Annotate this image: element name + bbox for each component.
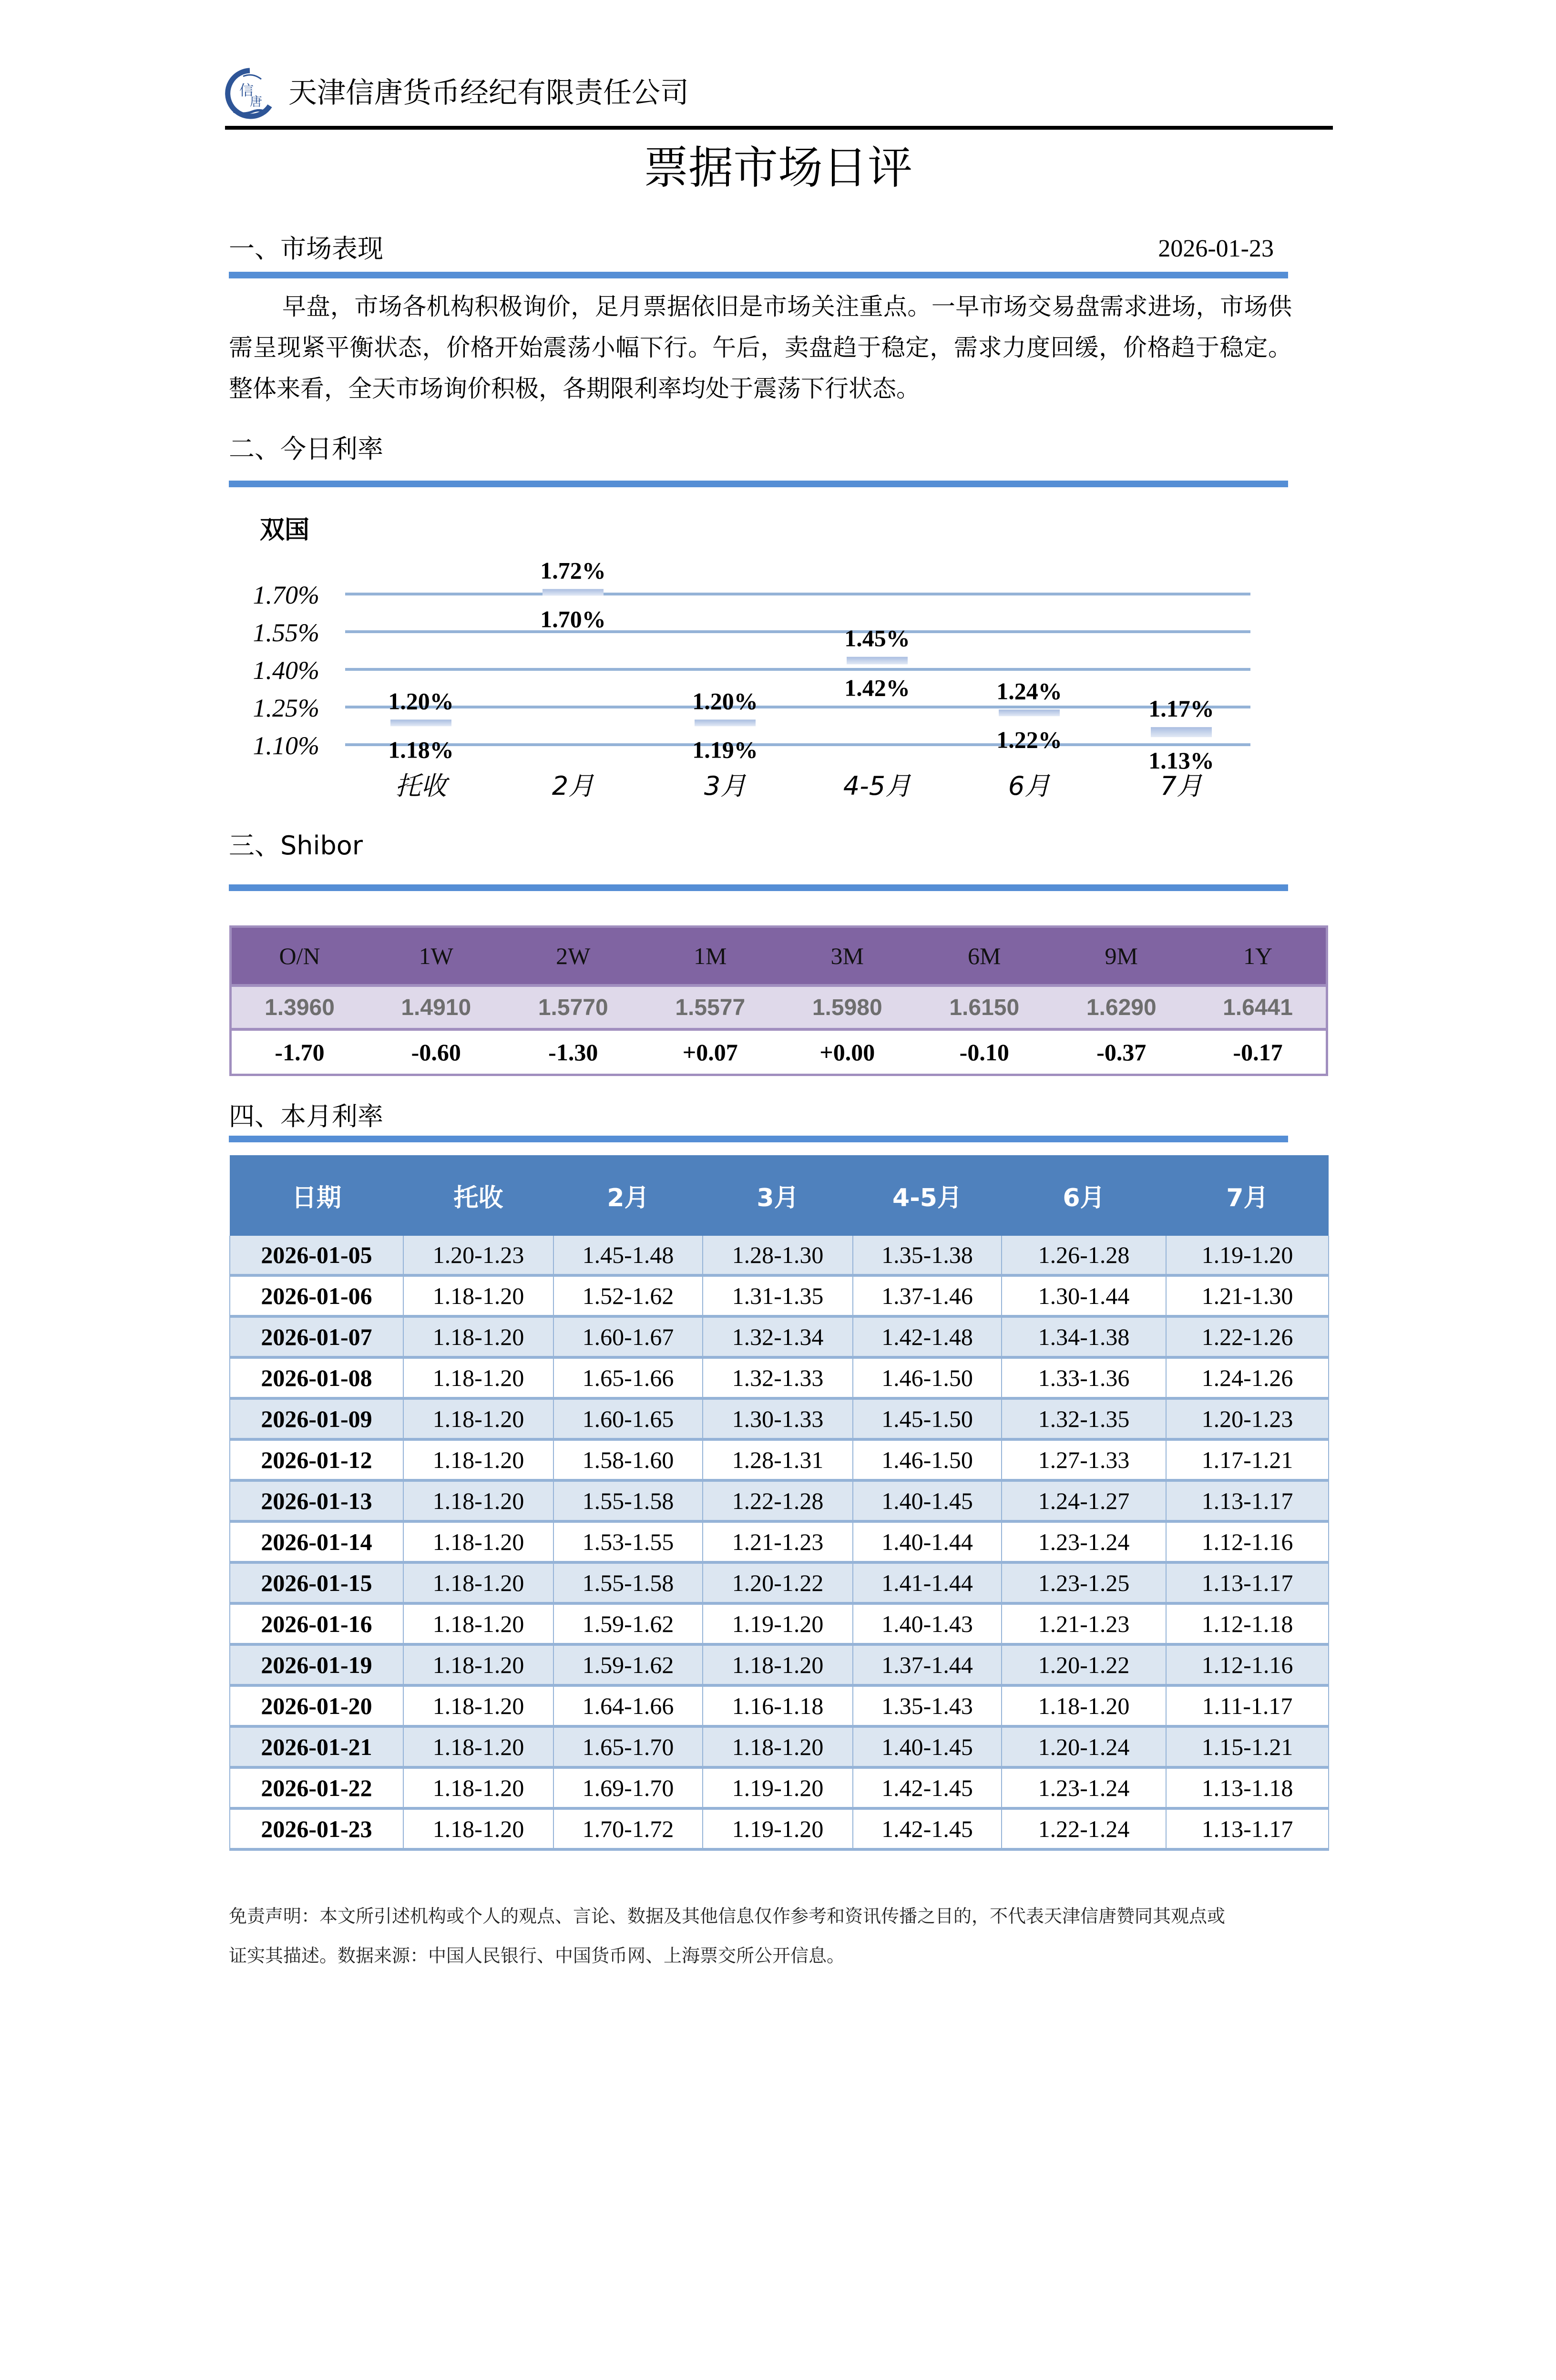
column-header: 托收 [403, 1155, 553, 1236]
shibor-table [229, 925, 1328, 1076]
shibor-tenor-header: 1M [642, 927, 779, 986]
x-axis-categories [395, 771, 1203, 801]
y-tick-label: 1.40% [253, 656, 319, 685]
shibor-rate-change: +0.07 [642, 1029, 779, 1075]
data-labels [388, 557, 1214, 774]
table-row [230, 1767, 1329, 1808]
table-row [230, 1480, 1329, 1521]
market-commentary [229, 286, 1292, 409]
shibor-rate-change: -0.37 [1053, 1029, 1190, 1075]
rate-range-cell: 1.18-1.20 [703, 1644, 853, 1685]
row-date: 2026-01-12 [230, 1439, 403, 1480]
range-bar [695, 719, 756, 726]
section-divider [229, 481, 1288, 487]
rate-range-cell: 1.20-1.22 [1002, 1644, 1166, 1685]
low-value-label: 1.13% [1148, 747, 1214, 774]
low-value-label: 1.42% [844, 674, 910, 701]
row-date: 2026-01-22 [230, 1767, 403, 1808]
shibor-rate-change: -0.10 [916, 1029, 1053, 1075]
rate-range-cell: 1.18-1.20 [403, 1603, 553, 1644]
row-date: 2026-01-14 [230, 1521, 403, 1562]
svg-text:唐: 唐 [250, 95, 263, 109]
shibor-values-row [231, 985, 1327, 1029]
rate-range-cell: 1.18-1.20 [403, 1644, 553, 1685]
column-header: 日期 [230, 1155, 403, 1236]
high-value-label: 1.72% [540, 557, 606, 584]
low-value-label: 1.18% [388, 736, 454, 763]
gridlines [345, 594, 1250, 745]
range-bar [390, 719, 451, 726]
rate-range-cell: 1.32-1.35 [1002, 1398, 1166, 1439]
section-title-monthly: 四、本月利率 [229, 1101, 383, 1131]
range-bar [847, 657, 908, 665]
row-date: 2026-01-15 [230, 1562, 403, 1603]
row-date: 2026-01-08 [230, 1357, 403, 1398]
row-date: 2026-01-21 [230, 1726, 403, 1767]
rate-range-cell: 1.18-1.20 [703, 1726, 853, 1767]
rate-range-cell: 1.13-1.17 [1166, 1808, 1329, 1849]
shibor-changes-row [231, 1029, 1327, 1075]
rate-range-cell: 1.19-1.20 [1166, 1236, 1329, 1275]
rate-range-cell: 1.69-1.70 [553, 1767, 703, 1808]
rate-range-cell: 1.32-1.33 [703, 1357, 853, 1398]
table-row [230, 1398, 1329, 1439]
market-paragraph: 早盘，市场各机构积极询价，足月票据依旧是市场关注重点。一早市场交易盘需求进场，市场供需呈现紧平衡状态，价格开始震荡小幅下行。午后，卖盘趋于稳定，需求力度回缓，价格趋于稳定。整体来看，全天市场询价积极，各期限利率均处于震荡下行状态。 [229, 293, 1292, 402]
chart-title: 双国 [260, 516, 310, 544]
rate-range-cell: 1.46-1.50 [853, 1439, 1002, 1480]
company-name: 天津信唐货币经纪有限责任公司 [288, 76, 689, 110]
rate-range-cell: 1.12-1.16 [1166, 1521, 1329, 1562]
rate-range-cell: 1.13-1.17 [1166, 1480, 1329, 1521]
rate-range-cell: 1.60-1.67 [553, 1316, 703, 1357]
x-category-label: 4-5月 [843, 771, 911, 801]
rate-range-cell: 1.45-1.48 [553, 1236, 703, 1275]
rate-range-cell: 1.40-1.45 [853, 1726, 1002, 1767]
row-date: 2026-01-19 [230, 1644, 403, 1685]
rate-range-cell: 1.55-1.58 [553, 1480, 703, 1521]
rate-range-cell: 1.58-1.60 [553, 1439, 703, 1480]
rate-range-cell: 1.18-1.20 [403, 1685, 553, 1726]
y-tick-label: 1.25% [253, 694, 319, 722]
shibor-tenor-header: 1Y [1190, 927, 1327, 986]
shibor-header-row [231, 927, 1327, 986]
row-date: 2026-01-13 [230, 1480, 403, 1521]
rate-range-cell: 1.42-1.45 [853, 1767, 1002, 1808]
column-header: 6月 [1002, 1155, 1166, 1236]
shibor-rate-change: +0.00 [779, 1029, 916, 1075]
high-value-label: 1.45% [844, 625, 910, 652]
rate-range-cell: 1.27-1.33 [1002, 1439, 1166, 1480]
row-date: 2026-01-16 [230, 1603, 403, 1644]
rate-range-cell: 1.18-1.20 [403, 1275, 553, 1316]
shibor-tenor-header: 1W [368, 927, 505, 986]
table-row [230, 1275, 1329, 1316]
high-value-label: 1.20% [692, 687, 758, 715]
rate-range-cell: 1.59-1.62 [553, 1603, 703, 1644]
rate-range-cell: 1.18-1.20 [403, 1316, 553, 1357]
rate-range-cell: 1.24-1.27 [1002, 1480, 1166, 1521]
rate-range-cell: 1.18-1.20 [403, 1398, 553, 1439]
rate-range-cell: 1.18-1.20 [403, 1521, 553, 1562]
row-date: 2026-01-07 [230, 1316, 403, 1357]
rate-range-cell: 1.23-1.24 [1002, 1767, 1166, 1808]
high-value-label: 1.17% [1148, 695, 1214, 722]
column-header: 4-5月 [853, 1155, 1002, 1236]
rate-range-cell: 1.17-1.21 [1166, 1439, 1329, 1480]
low-value-label: 1.22% [996, 726, 1062, 753]
rate-range-cell: 1.35-1.38 [853, 1236, 1002, 1275]
rate-range-cell: 1.40-1.45 [853, 1480, 1002, 1521]
shibor-rate-value: 1.5770 [505, 985, 642, 1029]
rate-range-cell: 1.26-1.28 [1002, 1236, 1166, 1275]
disclaimer-line-1: 免责声明：本文所引述机构或个人的观点、言论、数据及其他信息仅作参考和资讯传播之目的，不代表天津信唐赞同其观点或 [229, 1906, 1226, 1927]
rate-range-cell: 1.28-1.30 [703, 1236, 853, 1275]
rate-range-cell: 1.18-1.20 [403, 1767, 553, 1808]
rate-range-cell: 1.20-1.23 [403, 1236, 553, 1275]
rate-range-chart [229, 510, 1297, 815]
disclaimer-line-2: 证实其描述。数据来源：中国人民银行、中国货币网、上海票交所公开信息。 [229, 1945, 845, 1966]
section-divider [229, 1136, 1288, 1142]
high-value-label: 1.20% [388, 687, 454, 715]
rate-range-cell: 1.22-1.26 [1166, 1316, 1329, 1357]
rate-range-cell: 1.23-1.24 [1002, 1521, 1166, 1562]
table-row [230, 1808, 1329, 1849]
table-row [230, 1726, 1329, 1767]
high-value-label: 1.24% [996, 677, 1062, 705]
rate-range-cell: 1.18-1.20 [403, 1480, 553, 1521]
table-row [230, 1603, 1329, 1644]
section-title-shibor: 三、Shibor [229, 831, 363, 861]
rate-range-cell: 1.18-1.20 [403, 1808, 553, 1849]
shibor-rate-value: 1.6150 [916, 985, 1053, 1029]
rate-range-cell: 1.46-1.50 [853, 1357, 1002, 1398]
rate-range-cell: 1.20-1.24 [1002, 1726, 1166, 1767]
shibor-tenor-header: 2W [505, 927, 642, 986]
monthly-rates-table [229, 1155, 1329, 1851]
rate-range-cell: 1.70-1.72 [553, 1808, 703, 1849]
rate-range-cell: 1.18-1.20 [1002, 1685, 1166, 1726]
column-header: 2月 [553, 1155, 703, 1236]
shibor-tenor-header: O/N [231, 927, 368, 986]
rate-range-cell: 1.65-1.70 [553, 1726, 703, 1767]
row-date: 2026-01-06 [230, 1275, 403, 1316]
range-bar [543, 589, 604, 595]
shibor-tenor-header: 6M [916, 927, 1053, 986]
shibor-rate-change: -0.17 [1190, 1029, 1327, 1075]
section-title-market: 一、市场表现 [229, 234, 383, 264]
section-divider [229, 272, 1288, 278]
y-tick-label: 1.70% [253, 581, 319, 609]
page-title: 票据市场日评 [643, 142, 912, 194]
rate-range-cell: 1.35-1.43 [853, 1685, 1002, 1726]
rate-range-cell: 1.22-1.28 [703, 1480, 853, 1521]
rate-range-cell: 1.12-1.16 [1166, 1644, 1329, 1685]
rate-range-cell: 1.13-1.18 [1166, 1767, 1329, 1808]
disclaimer [229, 1897, 1301, 1976]
y-tick-label: 1.10% [253, 731, 319, 760]
low-value-label: 1.19% [692, 736, 758, 763]
shibor-tenor-header: 9M [1053, 927, 1190, 986]
rate-range-cell: 1.40-1.43 [853, 1603, 1002, 1644]
rate-range-cell: 1.18-1.20 [403, 1562, 553, 1603]
rate-range-cell: 1.28-1.31 [703, 1439, 853, 1480]
rate-range-cell: 1.18-1.20 [403, 1726, 553, 1767]
table-row [230, 1316, 1329, 1357]
row-date: 2026-01-20 [230, 1685, 403, 1726]
rate-range-cell: 1.12-1.18 [1166, 1603, 1329, 1644]
rate-range-cell: 1.64-1.66 [553, 1685, 703, 1726]
rate-range-cell: 1.20-1.23 [1166, 1398, 1329, 1439]
x-category-label: 6月 [1008, 771, 1051, 801]
row-date: 2026-01-23 [230, 1808, 403, 1849]
table-row [230, 1439, 1329, 1480]
range-bar [999, 709, 1060, 716]
shibor-rate-value: 1.3960 [231, 985, 368, 1029]
shibor-rate-value: 1.5577 [642, 985, 779, 1029]
row-date: 2026-01-05 [230, 1236, 403, 1275]
rate-range-cell: 1.45-1.50 [853, 1398, 1002, 1439]
rate-range-cell: 1.16-1.18 [703, 1685, 853, 1726]
rate-range-cell: 1.11-1.17 [1166, 1685, 1329, 1726]
table-row [230, 1357, 1329, 1398]
row-date: 2026-01-09 [230, 1398, 403, 1439]
low-value-label: 1.70% [540, 605, 606, 633]
rate-range-cell: 1.33-1.36 [1002, 1357, 1166, 1398]
rate-range-cell: 1.53-1.55 [553, 1521, 703, 1562]
rate-range-cell: 1.24-1.26 [1166, 1357, 1329, 1398]
rate-range-cell: 1.19-1.20 [703, 1603, 853, 1644]
shibor-rate-change: -1.70 [231, 1029, 368, 1075]
rate-range-cell: 1.30-1.33 [703, 1398, 853, 1439]
column-header: 7月 [1166, 1155, 1329, 1236]
rate-range-cell: 1.55-1.58 [553, 1562, 703, 1603]
rate-range-cell: 1.20-1.22 [703, 1562, 853, 1603]
table-row [230, 1644, 1329, 1685]
rate-range-cell: 1.31-1.35 [703, 1275, 853, 1316]
rate-range-cell: 1.30-1.44 [1002, 1275, 1166, 1316]
shibor-rate-value: 1.6441 [1190, 985, 1327, 1029]
range-bars [390, 589, 1212, 737]
monthly-header-row [230, 1155, 1329, 1236]
rate-range-cell: 1.37-1.44 [853, 1644, 1002, 1685]
section-divider [229, 884, 1288, 891]
x-category-label: 3月 [704, 771, 747, 801]
rate-range-cell: 1.34-1.38 [1002, 1316, 1166, 1357]
rate-range-cell: 1.23-1.25 [1002, 1562, 1166, 1603]
table-row [230, 1236, 1329, 1275]
company-logo-icon [224, 68, 276, 119]
rate-range-cell: 1.18-1.20 [403, 1439, 553, 1480]
rate-range-cell: 1.60-1.65 [553, 1398, 703, 1439]
rate-range-cell: 1.18-1.20 [403, 1357, 553, 1398]
x-category-label: 2月 [552, 771, 594, 801]
header-rule [225, 126, 1333, 130]
y-axis-ticks [253, 581, 319, 760]
table-row [230, 1685, 1329, 1726]
rate-range-cell: 1.19-1.20 [703, 1767, 853, 1808]
shibor-rate-value: 1.5980 [779, 985, 916, 1029]
range-bar [1151, 727, 1212, 737]
rate-range-cell: 1.42-1.45 [853, 1808, 1002, 1849]
y-tick-label: 1.55% [253, 618, 319, 647]
rate-range-cell: 1.22-1.24 [1002, 1808, 1166, 1849]
table-row [230, 1562, 1329, 1603]
rate-range-cell: 1.65-1.66 [553, 1357, 703, 1398]
rate-range-cell: 1.32-1.34 [703, 1316, 853, 1357]
section-title-today-rates: 二、今日利率 [229, 434, 383, 464]
report-date: 2026-01-23 [1158, 235, 1274, 262]
rate-range-cell: 1.40-1.44 [853, 1521, 1002, 1562]
shibor-rate-change: -1.30 [505, 1029, 642, 1075]
x-category-label: 托收 [395, 771, 447, 801]
rate-range-cell: 1.21-1.23 [703, 1521, 853, 1562]
rate-range-cell: 1.15-1.21 [1166, 1726, 1329, 1767]
shibor-tenor-header: 3M [779, 927, 916, 986]
rate-range-cell: 1.13-1.17 [1166, 1562, 1329, 1603]
rate-range-cell: 1.21-1.30 [1166, 1275, 1329, 1316]
rate-range-cell: 1.41-1.44 [853, 1562, 1002, 1603]
column-header: 3月 [703, 1155, 853, 1236]
rate-range-cell: 1.59-1.62 [553, 1644, 703, 1685]
shibor-rate-value: 1.6290 [1053, 985, 1190, 1029]
table-row [230, 1521, 1329, 1562]
shibor-rate-change: -0.60 [368, 1029, 505, 1075]
shibor-rate-value: 1.4910 [368, 985, 505, 1029]
x-category-label: 7月 [1160, 771, 1203, 801]
rate-range-cell: 1.21-1.23 [1002, 1603, 1166, 1644]
svg-text:信: 信 [239, 83, 254, 99]
rate-range-cell: 1.52-1.62 [553, 1275, 703, 1316]
rate-range-cell: 1.19-1.20 [703, 1808, 853, 1849]
rate-range-cell: 1.42-1.48 [853, 1316, 1002, 1357]
rate-range-cell: 1.37-1.46 [853, 1275, 1002, 1316]
